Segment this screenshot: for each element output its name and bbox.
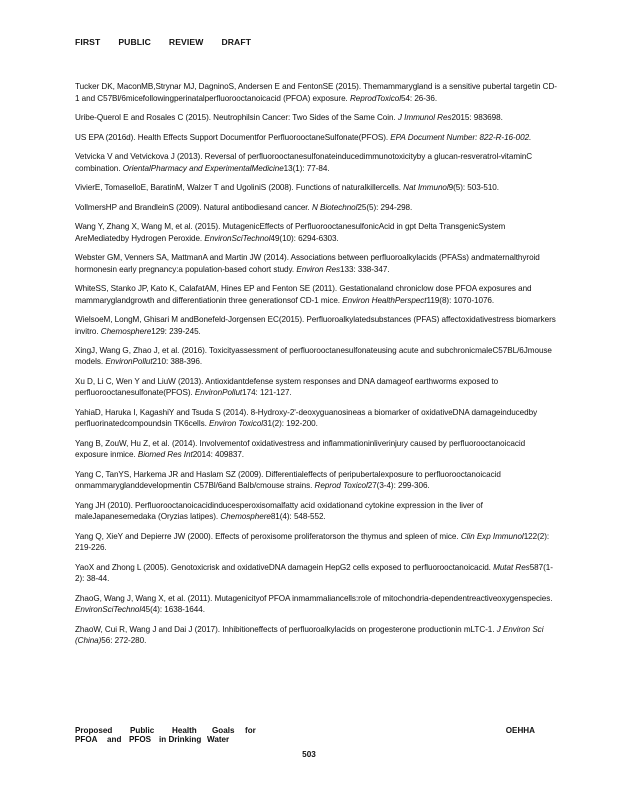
ref-text: Uribe-Querol E and Rosales C (2015). Neutrophilsin Cancer: Two Sides of the Same Coin. [75, 113, 398, 123]
reference-entry [75, 376, 557, 399]
ref-text: ZhaoW, Cui R, Wang J and Dai J (2017). Inhibitioneffects of perfluoroalkylacids on progesterone productionin mLTC-1. [75, 624, 497, 634]
reference-entry [75, 624, 557, 647]
ref-text: US EPA (2016d). Health Effects Support Documentfor PerfluorooctaneSulfonate(PFOS). [75, 132, 391, 142]
ref-volume: 174: 121-127. [242, 388, 292, 398]
reference-entry [75, 202, 557, 213]
ref-journal: Environ HealthPerspect [342, 295, 427, 305]
reference-entry [75, 132, 557, 143]
reference-entry [75, 182, 557, 193]
ref-volume: 122(2): 219-226. [75, 531, 550, 553]
footer-word: Public [130, 726, 155, 735]
reference-entry [75, 314, 557, 337]
footer-word: and [107, 735, 122, 744]
ref-journal: Mutat Res [493, 562, 530, 572]
ref-text: Wang Y, Zhang X, Wang M, et al. (2015). MutagenicEffects of PerfluorooctanesulfonicAcid in gpt Delta TransgenicSystem AreMediatedby Hydrogen Peroxide. [75, 222, 506, 243]
ref-text: Yang B, ZouW, Hu Z, et al. (2014). Involvementof oxidativestress and inflammationinliverinjury caused by perfluorooctanoicacid exposure inmice. [75, 438, 526, 460]
ref-journal: OrientalPharmacy and ExperimentalMedicine [122, 163, 284, 173]
ref-volume: 210: 388-396. [152, 357, 203, 367]
ref-text: WielsoeM, LongM, Ghisari M andBonefeld-Jorgensen EC(2015). Perfluoroalkylatedsubstances (PFAS) affectoxidativestress biomarkers invitro. [75, 315, 556, 336]
ref-journal: J Immunol Res [397, 113, 452, 123]
reference-entry [75, 112, 557, 123]
ref-volume: 49(10): 6294-6303. [270, 233, 339, 243]
ref-journal: Environ Res [296, 264, 341, 274]
draft-header [75, 37, 375, 47]
ref-text: VollmersHP and BrandleinS (2009). Natural antibodiesand cancer. [75, 202, 312, 212]
ref-volume: 133: 338-347. [340, 264, 390, 274]
reference-entry [75, 469, 557, 492]
ref-journal: N Biotechnol [311, 202, 358, 212]
reference-entry [75, 151, 557, 174]
ref-journal: Environ Toxicol [209, 419, 264, 429]
ref-text: Tucker DK, MaconMB,Strynar MJ, DagninoS, Andersen E and FentonSE (2015). Themammarygland is a sensitive pubertal targetin CD-1 and C57Bl/6micefollowingperinatalperfluorooctanoicacid (PFOA) exposure. [75, 82, 557, 103]
reference-entry [75, 81, 557, 104]
reference-list [75, 73, 557, 653]
ref-volume: 13(1): 77-84. [283, 163, 330, 173]
footer-word: for [245, 726, 256, 735]
footer-word: Proposed [75, 726, 113, 735]
ref-volume: 25(5): 294-298. [357, 202, 413, 212]
ref-text: WhiteSS, Stanko JP, Kato K, CalafatAM, Hines EP and Fenton SE (2011). Gestationaland chroniclow dose PFOA exposures and mammaryglandgrowth and differentiationin three generationsof CD-1 mice. [75, 284, 532, 305]
footer-word: in Drinking [159, 735, 202, 744]
ref-volume: 119(8): 1070-1076. [426, 295, 495, 305]
ref-journal: J Environ Sci (China) [75, 624, 544, 646]
ref-volume: 129: 239-245. [151, 326, 201, 336]
ref-volume: 45(4): 1638-1644. [141, 605, 205, 615]
ref-text: Vetvicka V and Vetvickova J (2013). Reversal of perfluorooctanesulfonateinducedimmunotoxicityby a glucan-resveratrol-vitaminC combination. [75, 152, 533, 173]
ref-volume: 54: 26-36. [400, 93, 438, 103]
footer-word: Goals [212, 726, 235, 735]
ref-text: Xu D, Li C, Wen Y and LiuW (2013). Antioxidantdefense system responses and DNA damageof earthworms exposed to perfluorooctanesulfonate(PFOS). [75, 377, 499, 398]
ref-volume: 587(1-2): 38-44. [75, 562, 553, 584]
ref-text: VivierE, TomaselloE, BaratinM, Walzer T and UgoliniS (2008). Functions of naturalkillercells. [75, 183, 404, 193]
page-number: 503 [302, 750, 316, 759]
agency-name: OEHHA [505, 726, 535, 735]
ref-journal: ReprodToxicol [349, 93, 401, 103]
ref-text: YaoX and Zhong L (2005). Genotoxicrisk and oxidativeDNA damagein HepG2 cells exposed to perfluorooctanoicacid. [75, 562, 494, 572]
reference-entry [75, 345, 557, 368]
footer-word: Health [172, 726, 197, 735]
footer-word: PFOA [75, 735, 98, 744]
ref-journal: Chemosphere [220, 512, 271, 522]
reference-entry [75, 252, 557, 275]
reference-entry [75, 283, 557, 306]
ref-volume: 2014: 409837. [192, 450, 244, 460]
ref-journal: EnvironPollut [105, 357, 153, 367]
ref-journal: EnvironSciTechnol [204, 233, 271, 243]
reference-entry [75, 562, 557, 585]
ref-text: Yang C, TanYS, Harkema JR and Haslam SZ (2009). Differentialeffects of peripubertalexposure to perfluorooctanoicacid onmammaryglanddevelopmentin C57Bl/6and Balb/cmouse strains. [75, 469, 501, 491]
ref-journal: EPA Document Number: 822-R-16-002. [390, 132, 532, 142]
ref-text: XingJ, Wang G, Zhao J, et al. (2016). Toxicityassessment of perfluorooctanesulfonateusing acute and subchronicmaleC57BL/6Jmouse models. [75, 346, 552, 367]
header-word: DRAFT [221, 37, 252, 47]
ref-volume: 81(4): 548-552. [270, 512, 326, 522]
reference-entry [75, 500, 557, 523]
ref-text: ZhaoG, Wang J, Wang X, et al. (2011). Mutagenicityof PFOA inmammaliancells:role of mitochondria-dependentreactiveoxygenspecies. [75, 593, 553, 603]
footer-word: PFOS [129, 735, 152, 744]
footer-word: Water [207, 735, 230, 744]
ref-text: Yang JH (2010). Perfluorooctanoicacidinducesperoxisomalfatty acid oxidationand cytokine expression in the liver of maleJapanesemedaka (Oryzias latipes). [75, 500, 483, 522]
ref-volume: 9(5): 503-510. [448, 183, 499, 193]
ref-text: YahiaD, Haruka I, KagashiY and Tsuda S (2014). 8-Hydroxy-2'-deoxyguanosineas a biomarker of oxidativeDNA damageinducedby perfluorinatedcompoundsin TK6cells. [75, 407, 538, 429]
header-word: REVIEW [168, 37, 204, 47]
page-footer [75, 726, 535, 744]
ref-journal: Reprod Toxicol [314, 481, 368, 491]
ref-volume: 31(2): 192-200. [263, 419, 318, 429]
header-word: PUBLIC [118, 37, 151, 47]
reference-entry [75, 438, 557, 461]
ref-journal: Clin Exp Immunol [460, 531, 524, 541]
ref-text: Yang Q, XieY and Depierre JW (2000). Effects of peroxisome proliferatorson the thymus and spleen of mice. [75, 531, 461, 541]
ref-journal: Nat Immunol [403, 183, 449, 193]
reference-entry [75, 407, 557, 430]
ref-volume: 2015: 983698. [451, 113, 503, 123]
reference-entry [75, 593, 557, 616]
ref-journal: Chemosphere [100, 326, 152, 336]
ref-journal: Biomed Res Int [137, 450, 193, 460]
ref-text: Webster GM, Venners SA, MattmanA and Martin JW (2014). Associations between perfluoroalkylacids (PFASs) andmaternalthyroid hormonesin early pregnancy:a population-based cohort study. [75, 253, 540, 274]
header-word: FIRST [75, 37, 101, 47]
reference-entry [75, 531, 557, 554]
reference-entry [75, 221, 557, 244]
ref-volume: 27(3-4): 299-306. [367, 481, 430, 491]
ref-volume: 56: 272-280. [101, 636, 147, 646]
footer-line [75, 726, 535, 735]
footer-line [75, 735, 535, 744]
ref-journal: EnvironPollut [194, 388, 243, 398]
ref-journal: EnvironSciTechnol [75, 605, 142, 615]
